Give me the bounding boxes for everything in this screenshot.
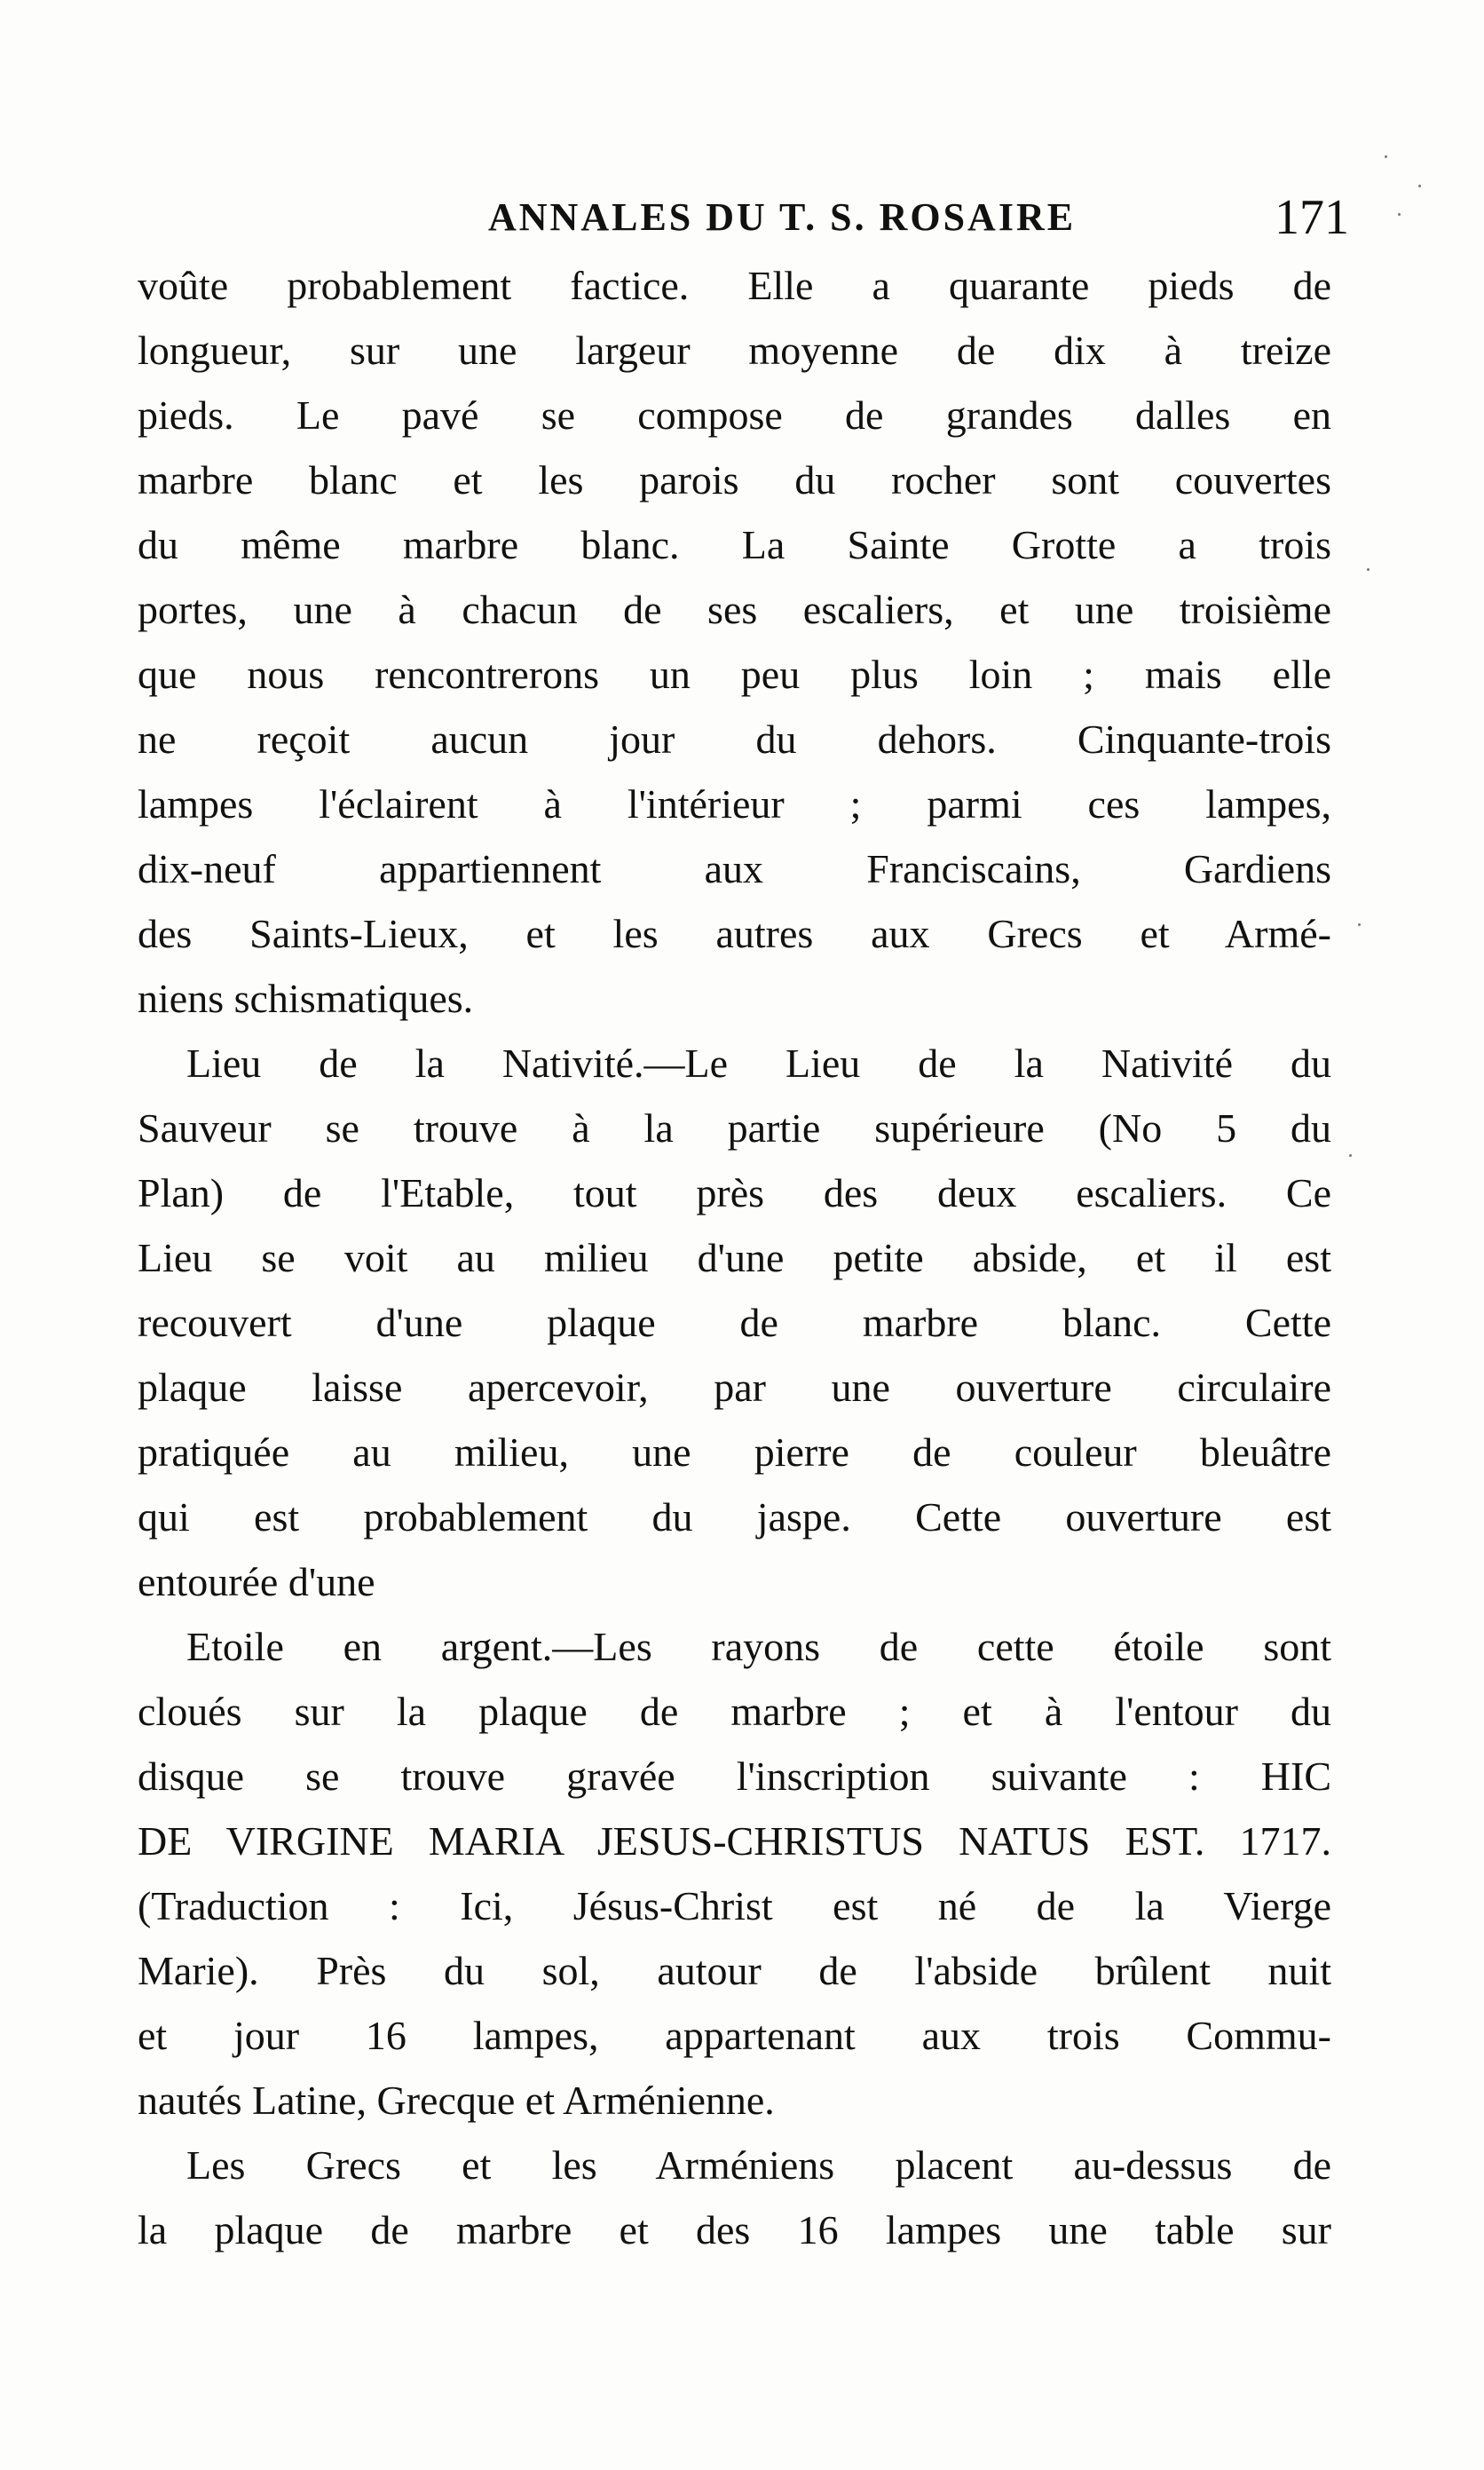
text-line: cloués sur la plaque de marbre ; et à l'entour du [138,1689,1331,1734]
text-line: Lieu se voit au milieu d'une petite abside, et il est [138,1235,1331,1280]
text-line: plaque laisse apercevoir, par une ouverture circulaire [138,1365,1331,1410]
text-line: des Saints-Lieux, et les autres aux Grecs et Armé- [138,911,1331,956]
text-line: Marie). Près du sol, autour de l'abside brûlent nuit [138,1948,1331,1993]
text-line: longueur, sur une largeur moyenne de dix à treize [138,328,1331,373]
text-line: du même marbre blanc. La Sainte Grotte a trois [138,522,1331,567]
ink-speck [1367,568,1370,571]
text-line: voûte probablement factice. Elle a quarante pieds de [138,263,1331,308]
text-line: Etoile en argent.—Les rayons de cette étoile sont [186,1624,1331,1669]
text-line: DE VIRGINE MARIA JESUS-CHRISTUS NATUS EST. 1717. [138,1818,1331,1864]
text-line: disque se trouve gravée l'inscription suivante : HIC [138,1754,1331,1799]
text-line: nautés Latine, Grecque et Arménienne. [138,2078,775,2123]
text-line: Lieu de la Nativité.—Le Lieu de la Nativité du [186,1041,1331,1086]
text-line: Les Grecs et les Arméniens placent au-dessus de [186,2142,1331,2188]
ink-speck [1398,213,1401,216]
text-line: (Traduction : Ici, Jésus-Christ est né de la Vierge [138,1883,1331,1928]
text-line: marbre blanc et les parois du rocher sont couvertes [138,457,1331,503]
text-line: entourée d'une [138,1559,375,1604]
text-line: qui est probablement du jaspe. Cette ouverture est [138,1494,1331,1540]
text-line: la plaque de marbre et des 16 lampes une table sur [138,2207,1331,2252]
text-line: pratiquée au milieu, une pierre de couleur bleuâtre [138,1429,1331,1475]
running-head [453,182,1349,253]
text-line: portes, une à chacun de ses escaliers, et une troisième [138,587,1331,632]
text-line: niens schismatiques. [138,976,474,1021]
text-line: pieds. Le pavé se compose de grandes dalles en [138,392,1331,438]
text-line: recouvert d'une plaque de marbre blanc. Cette [138,1300,1331,1345]
text-line: dix-neuf appartiennent aux Franciscains, Gardiens [138,846,1331,891]
text-line: ne reçoit aucun jour du dehors. Cinquante-trois [138,716,1331,762]
text-line: et jour 16 lampes, appartenant aux trois Commu- [138,2013,1331,2058]
ink-speck [1358,923,1361,926]
text-line: Sauveur se trouve à la partie supérieure (No 5 du [138,1105,1331,1151]
text-line: Plan) de l'Etable, tout près des deux escaliers. Ce [138,1170,1331,1215]
running-title: ANNALES DU T. S. ROSAIRE [488,195,1077,239]
page-number: 171 [1275,190,1349,245]
text-line: que nous rencontrerons un peu plus loin ; mais elle [138,652,1331,697]
ink-speck [1349,1154,1352,1157]
text-line: lampes l'éclairent à l'intérieur ; parmi ces lampes, [138,781,1331,827]
ink-speck [1418,185,1421,187]
ink-speck [1385,155,1387,158]
body-text [138,253,1331,2262]
